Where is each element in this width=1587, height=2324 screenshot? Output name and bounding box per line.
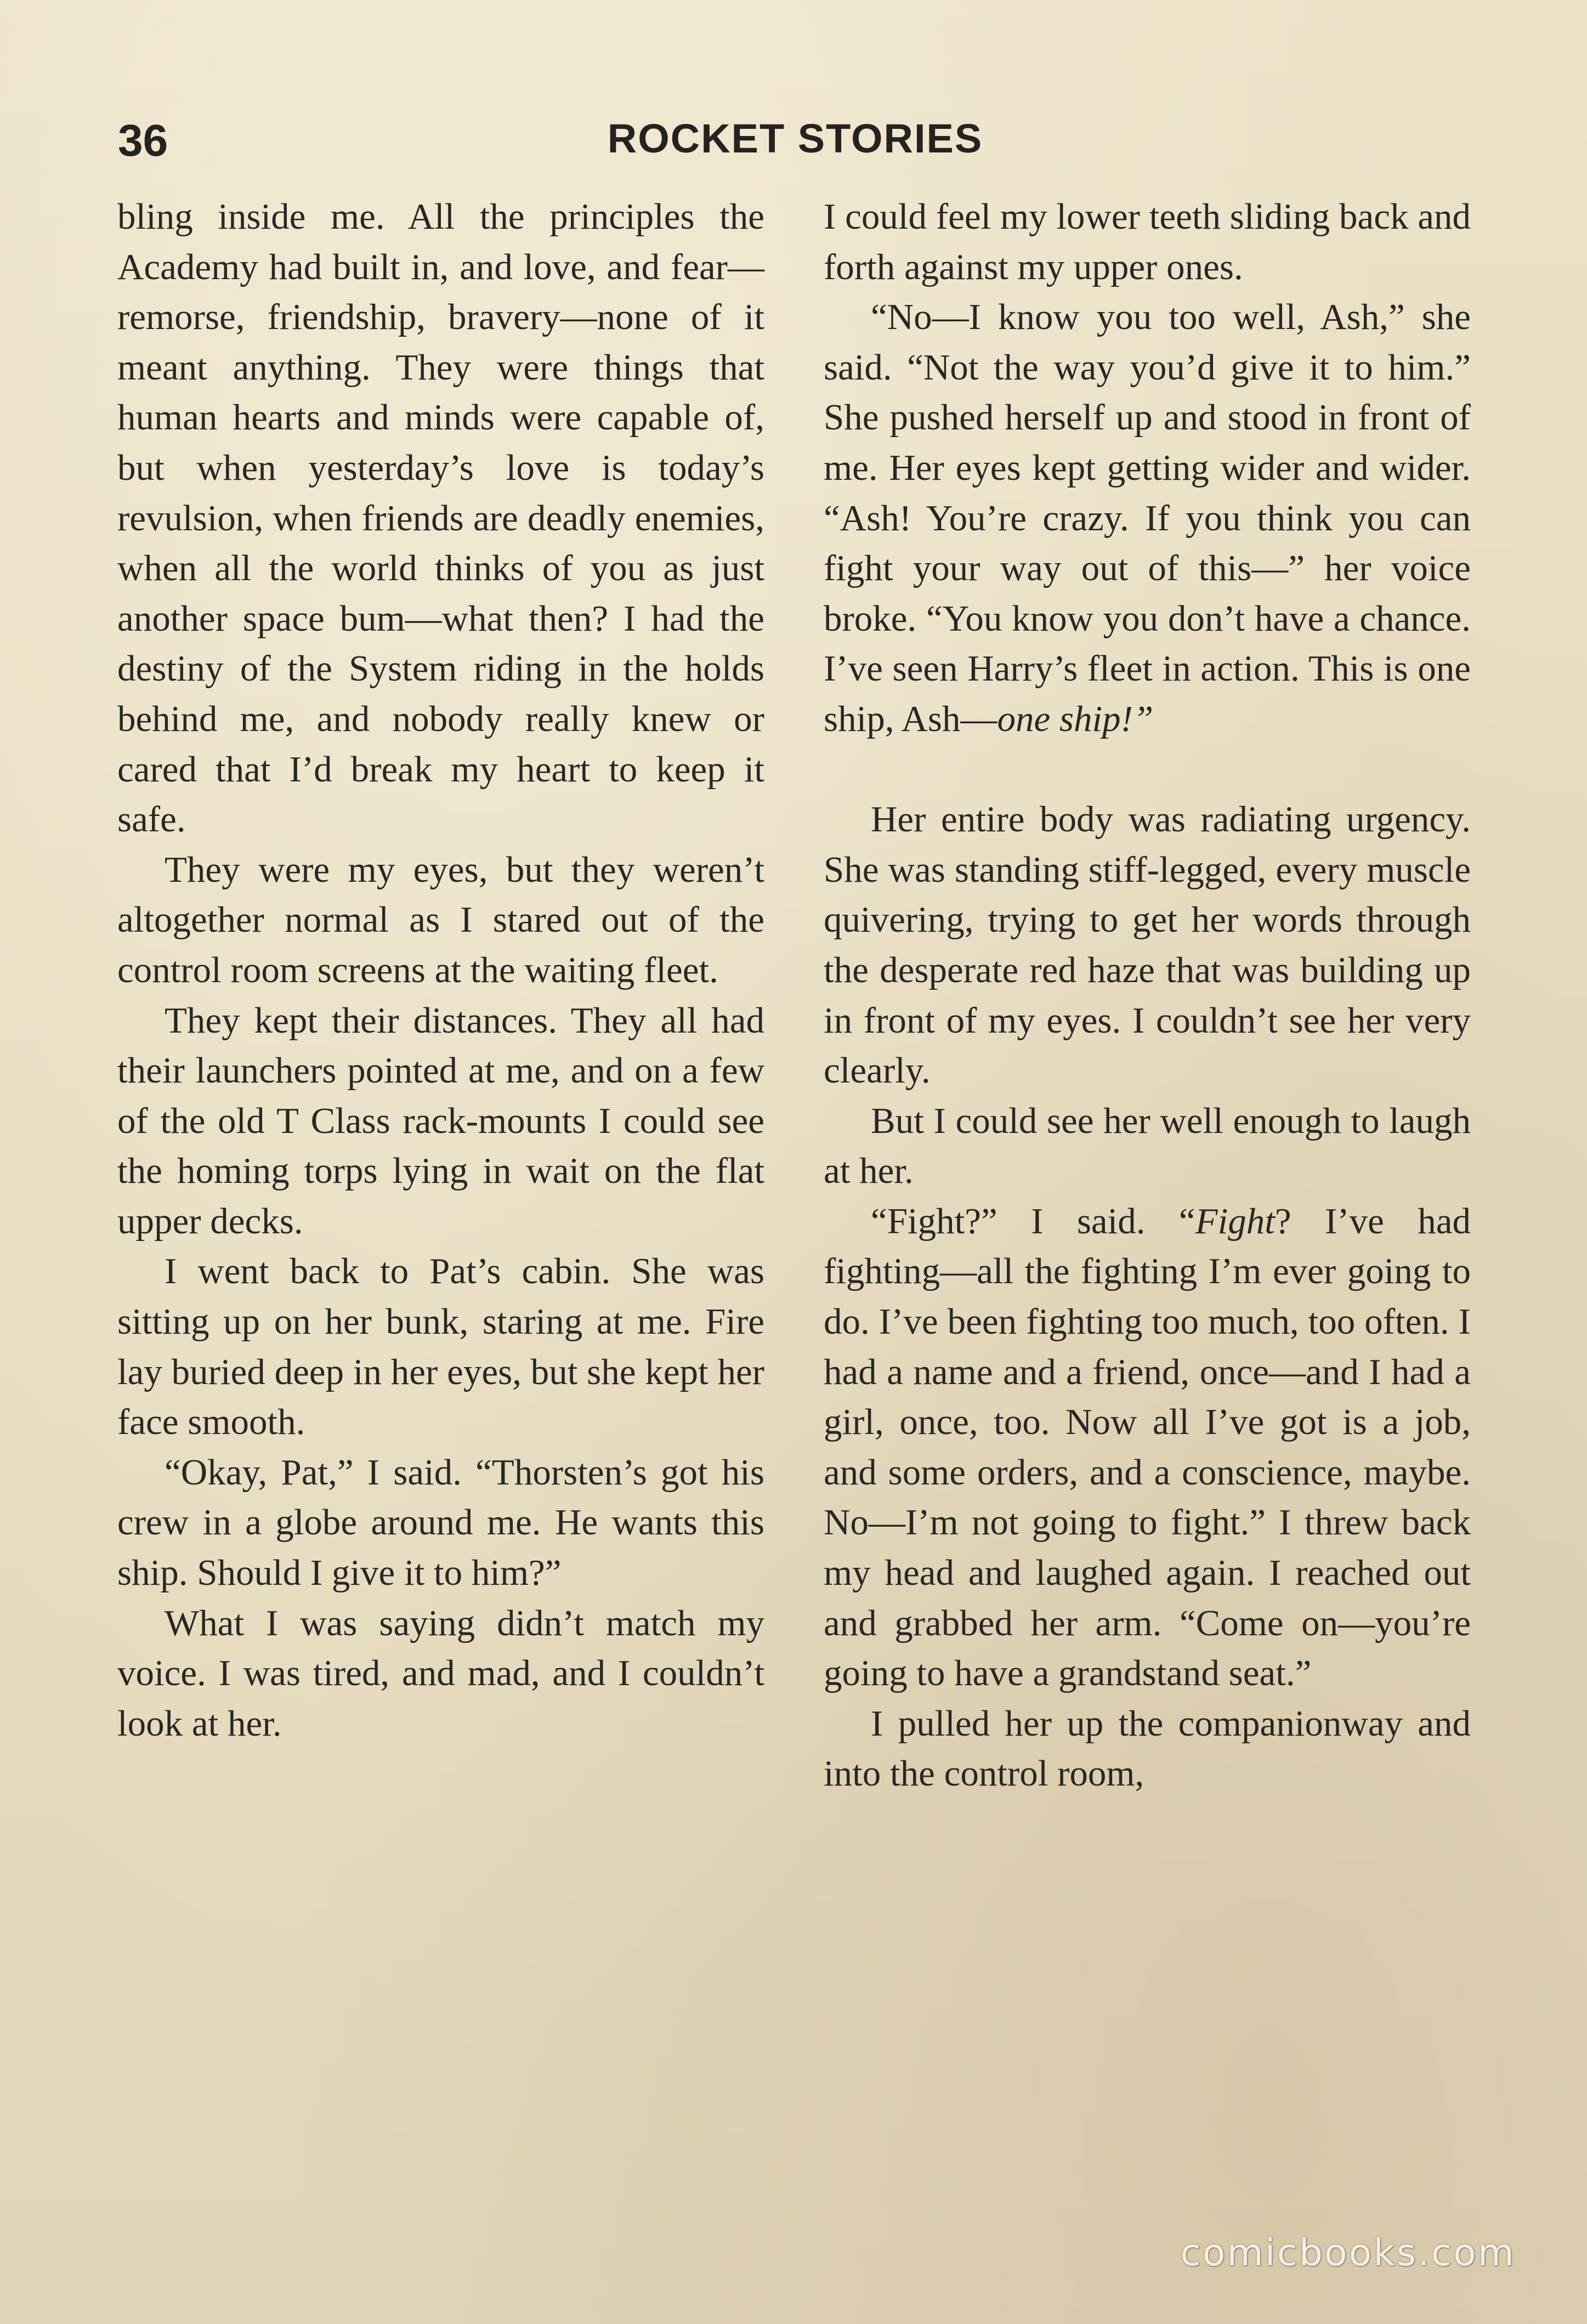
paragraph: They kept their distances. They all had their launchers pointed at me, and on a few of the old T Class rack-mounts I could see the homing torps lying in wait on the flat upper decks. <box>117 1000 764 1242</box>
page-header <box>118 110 1472 181</box>
paragraph: I went back to Pat’s cabin. She was sitting up on her bunk, staring at me. Fire lay buried deep in her eyes, but she kept her face smooth. <box>117 1251 764 1443</box>
italic-emphasis: Fight <box>1195 1200 1275 1242</box>
paragraph: I could feel my lower teeth sliding back and forth against my upper ones. <box>824 196 1471 287</box>
paragraph <box>824 292 1471 744</box>
paragraph: bling inside me. All the principles the Academy had built in, and love, and fear—remorse, friendship, bravery—none of it meant anything. They were things that human hearts and minds were capable of, but when yesterday’s love is today’s revulsion, when friends are deadly enemies, when all the world thinks of you as just another space bum—what then? I had the destiny of the System riding in the holds behind me, and nobody really knew or cared that I’d break my heart to keep it safe. <box>117 196 764 840</box>
right-column <box>824 192 1471 1799</box>
paragraph: “Okay, Pat,” I said. “Thorsten’s got his crew in a globe around me. He wants this ship. Should I give it to him?” <box>117 1452 764 1594</box>
left-column <box>117 192 764 1749</box>
page-number: 36 <box>118 116 168 166</box>
paragraph-text: “Fight?” I said. “ <box>871 1200 1195 1242</box>
paragraph: Her entire body was radiating urgency. She was standing stiff-legged, every muscle quivering, trying to get her words through the desperate red haze that was building up in front of my eyes. I couldn’t see her very clearly. <box>824 799 1471 1091</box>
paragraph: What I was saying didn’t match my voice. I was tired, and mad, and I couldn’t look at her. <box>117 1602 764 1744</box>
paragraph-text: ? I’ve had fighting—all the fighting I’m ever going to do. I’ve been fighting too much, too often. I had a name and a friend, once—and I had a girl, once, too. Now all I’ve got is a job, and some orders, and a conscience, maybe. No—I’m not going to fight.” I threw back my head and laughed again. I reached out and grabbed her arm. “Come on—you’re going to have a grandstand seat.” <box>824 1200 1471 1694</box>
watermark: comicbooks.com <box>1180 2231 1516 2275</box>
paragraph: I pulled her up the companionway and into the control room, <box>824 1703 1471 1794</box>
italic-emphasis: one ship!” <box>997 698 1154 739</box>
paragraph <box>824 1197 1471 1699</box>
paragraph: They were my eyes, but they weren’t altogether normal as I stared out of the control room screens at the waiting fleet. <box>117 849 764 990</box>
paragraph-text: “No—I know you too well, Ash,” she said. “Not the way you’d give it to him.” She pushed herself up and stood in front of me. Her eyes kept getting wider and wider. “Ash! You’re crazy. If you think you can fight your way out of this—” her voice broke. “You know you don’t have a chance. I’ve seen Harry’s fleet in action. This is one ship, Ash— <box>824 297 1471 739</box>
magazine-title: ROCKET STORIES <box>607 116 983 161</box>
paragraph: But I could see her well enough to laugh at her. <box>824 1100 1471 1192</box>
